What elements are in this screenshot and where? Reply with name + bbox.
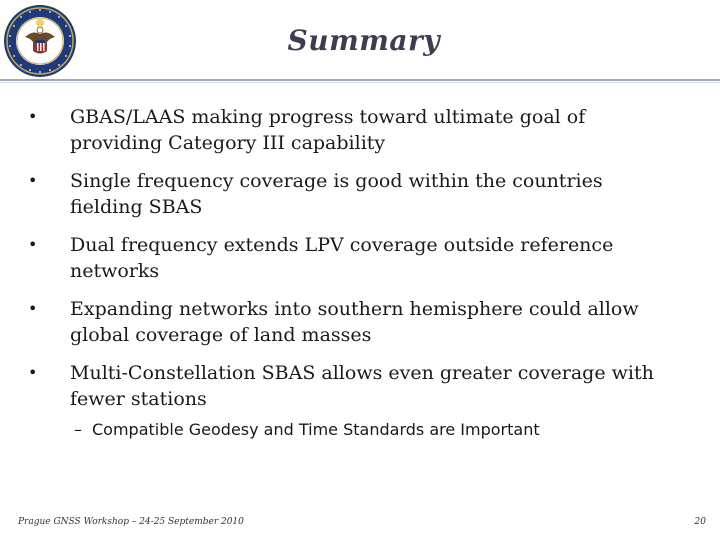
bullet-text: Expanding networks into southern hemisphere could allow global coverage of land masses — [70, 298, 639, 346]
bullet-dot-icon: • — [28, 299, 38, 318]
bullet-text: Single frequency coverage is good within the countries fielding SBAS — [70, 170, 603, 218]
bullet-item — [26, 232, 706, 284]
title-divider-shadow — [0, 82, 720, 83]
page-number: 20 — [694, 517, 706, 527]
bullet-text: Multi-Constellation SBAS allows even greater coverage with fewer stations — [70, 362, 654, 410]
bullet-dot-icon: • — [28, 363, 38, 382]
bullet-text: Dual frequency extends LPV coverage outside reference networks — [70, 234, 614, 282]
bullet-item — [26, 168, 706, 220]
slide-title-text: Summary — [287, 24, 440, 57]
bullet-item — [26, 104, 706, 156]
slide-title — [0, 24, 712, 57]
title-divider — [0, 79, 720, 81]
bullet-item — [26, 360, 706, 412]
bullet-dot-icon: • — [28, 235, 38, 254]
bullet-item — [26, 296, 706, 348]
dash-icon: – — [74, 420, 82, 439]
bullet-dot-icon: • — [28, 171, 38, 190]
sub-bullet-text: Compatible Geodesy and Time Standards are Important — [92, 420, 540, 439]
bullet-dot-icon: • — [28, 107, 38, 126]
sub-bullet — [74, 420, 540, 439]
footer-event: Prague GNSS Workshop – 24-25 September 2010 — [18, 517, 244, 527]
bullet-list — [26, 104, 706, 424]
bullet-text: GBAS/LAAS making progress toward ultimate goal of providing Category III capability — [70, 106, 586, 154]
